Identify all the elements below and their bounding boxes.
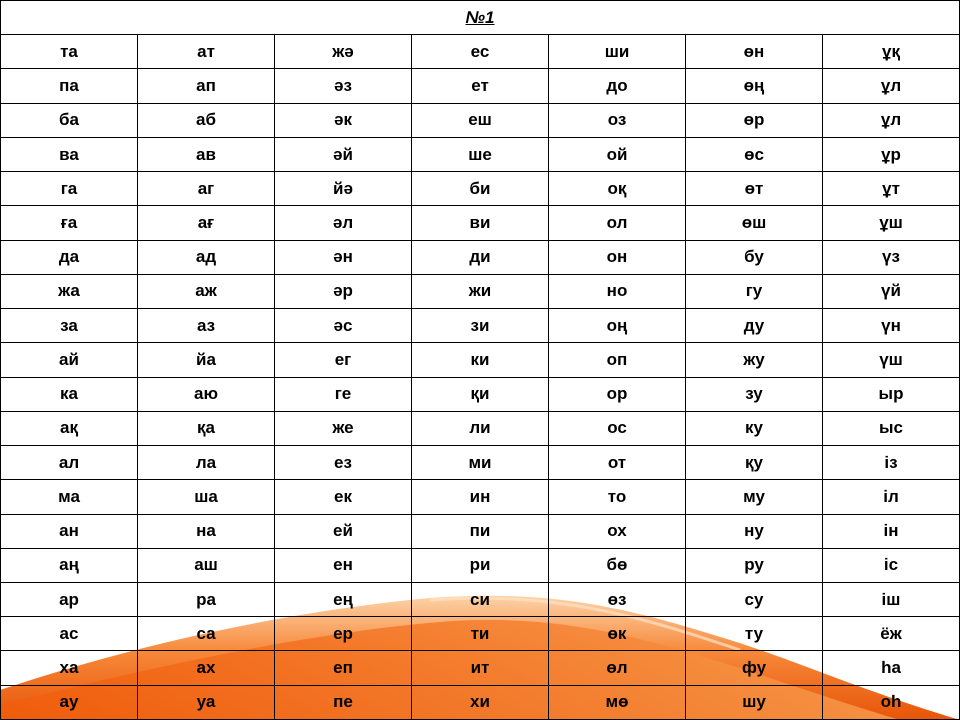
syllable-cell: ет bbox=[412, 69, 549, 103]
syllable-cell: но bbox=[549, 274, 686, 308]
syllable-cell: қа bbox=[138, 411, 275, 445]
syllable-cell: хи bbox=[412, 685, 549, 719]
table-row bbox=[1, 137, 960, 171]
syllable-cell: қу bbox=[686, 446, 823, 480]
syllable-cell: аг bbox=[138, 172, 275, 206]
syllable-cell: ар bbox=[1, 582, 138, 616]
syllable-cell: он bbox=[549, 240, 686, 274]
syllable-cell: шу bbox=[686, 685, 823, 719]
syllable-cell: өт bbox=[686, 172, 823, 206]
syllable-cell: ру bbox=[686, 548, 823, 582]
syllable-cell: зи bbox=[412, 309, 549, 343]
syllable-cell: ға bbox=[1, 206, 138, 240]
syllable-cell: жу bbox=[686, 343, 823, 377]
table-row bbox=[1, 35, 960, 69]
syllable-cell: үз bbox=[823, 240, 960, 274]
syllable-cell: ку bbox=[686, 411, 823, 445]
syllable-cell: ең bbox=[275, 582, 412, 616]
syllable-cell: га bbox=[1, 172, 138, 206]
syllable-cell: еп bbox=[275, 651, 412, 685]
table-title-cell bbox=[1, 1, 960, 35]
syllable-cell: жа bbox=[1, 274, 138, 308]
syllable-cell: су bbox=[686, 582, 823, 616]
syllable-cell: ти bbox=[412, 617, 549, 651]
syllable-cell: ну bbox=[686, 514, 823, 548]
syllable-cell: ыс bbox=[823, 411, 960, 445]
syllable-cell: ей bbox=[275, 514, 412, 548]
syllable-cell: ал bbox=[1, 446, 138, 480]
syllable-cell: йә bbox=[275, 172, 412, 206]
syllable-cell: өш bbox=[686, 206, 823, 240]
syllable-cell: ұл bbox=[823, 103, 960, 137]
table-row bbox=[1, 548, 960, 582]
syllable-cell: ми bbox=[412, 446, 549, 480]
syllable-cell: өл bbox=[549, 651, 686, 685]
syllable-cell: до bbox=[549, 69, 686, 103]
syllable-cell: йа bbox=[138, 343, 275, 377]
syllable-cell: ыр bbox=[823, 377, 960, 411]
syllable-cell: оз bbox=[549, 103, 686, 137]
syllable-cell: ер bbox=[275, 617, 412, 651]
syllable-cell: ұш bbox=[823, 206, 960, 240]
table-row bbox=[1, 206, 960, 240]
syllable-cell: еш bbox=[412, 103, 549, 137]
syllable-cell: ду bbox=[686, 309, 823, 343]
table-row bbox=[1, 103, 960, 137]
syllable-cell: са bbox=[138, 617, 275, 651]
syllable-cell: пи bbox=[412, 514, 549, 548]
syllable-cell: қи bbox=[412, 377, 549, 411]
syllable-cell: оқ bbox=[549, 172, 686, 206]
syllable-cell: өр bbox=[686, 103, 823, 137]
syllable-cell: на bbox=[138, 514, 275, 548]
syllable-cell: үш bbox=[823, 343, 960, 377]
syllable-cell: іл bbox=[823, 480, 960, 514]
syllable-cell: әл bbox=[275, 206, 412, 240]
syllable-cell: ба bbox=[1, 103, 138, 137]
syllable-cell: за bbox=[1, 309, 138, 343]
syllable-cell: ай bbox=[1, 343, 138, 377]
syllable-cell: мө bbox=[549, 685, 686, 719]
table-row bbox=[1, 446, 960, 480]
table-title-row bbox=[1, 1, 960, 35]
syllable-cell: ма bbox=[1, 480, 138, 514]
syllable-cell: ли bbox=[412, 411, 549, 445]
table-row bbox=[1, 309, 960, 343]
syllable-cell: ау bbox=[1, 685, 138, 719]
syllable-cell: ге bbox=[275, 377, 412, 411]
syllable-cell: һа bbox=[823, 651, 960, 685]
table-title: №1 bbox=[465, 7, 495, 27]
syllable-cell: ри bbox=[412, 548, 549, 582]
syllable-cell: ит bbox=[412, 651, 549, 685]
syllable-cell: ақ bbox=[1, 411, 138, 445]
syllable-cell: өк bbox=[549, 617, 686, 651]
syllable-cell: ап bbox=[138, 69, 275, 103]
table-row bbox=[1, 274, 960, 308]
syllable-cell: үн bbox=[823, 309, 960, 343]
syllable-cell: ин bbox=[412, 480, 549, 514]
syllable-cell: өс bbox=[686, 137, 823, 171]
syllable-cell: аю bbox=[138, 377, 275, 411]
table-row bbox=[1, 480, 960, 514]
syllable-cell: же bbox=[275, 411, 412, 445]
syllable-cell: ұқ bbox=[823, 35, 960, 69]
syllable-cell: өн bbox=[686, 35, 823, 69]
syllable-cell: ұт bbox=[823, 172, 960, 206]
syllable-cell: ла bbox=[138, 446, 275, 480]
syllable-cell: аң bbox=[1, 548, 138, 582]
syllable-cell: ка bbox=[1, 377, 138, 411]
table-row bbox=[1, 411, 960, 445]
syllable-cell: аз bbox=[138, 309, 275, 343]
syllable-cell: зу bbox=[686, 377, 823, 411]
syllable-cell: ах bbox=[138, 651, 275, 685]
table-row bbox=[1, 582, 960, 616]
syllable-cell: уа bbox=[138, 685, 275, 719]
syllable-cell: ес bbox=[412, 35, 549, 69]
syllable-cell: өң bbox=[686, 69, 823, 103]
syllable-cell: ой bbox=[549, 137, 686, 171]
syllable-cell: ан bbox=[1, 514, 138, 548]
syllable-cell: үй bbox=[823, 274, 960, 308]
syllable-cell: ёж bbox=[823, 617, 960, 651]
syllable-cell: аш bbox=[138, 548, 275, 582]
table-row bbox=[1, 685, 960, 719]
syllable-cell: то bbox=[549, 480, 686, 514]
syllable-cell: жи bbox=[412, 274, 549, 308]
syllable-cell: ад bbox=[138, 240, 275, 274]
syllable-cell: әс bbox=[275, 309, 412, 343]
syllable-cell: гу bbox=[686, 274, 823, 308]
syllable-cell: аж bbox=[138, 274, 275, 308]
syllable-cell: та bbox=[1, 35, 138, 69]
syllable-cell: әз bbox=[275, 69, 412, 103]
syllable-cell: ва bbox=[1, 137, 138, 171]
syllable-cell: ша bbox=[138, 480, 275, 514]
syllable-cell: фу bbox=[686, 651, 823, 685]
syllable-cell: бу bbox=[686, 240, 823, 274]
syllable-cell: пе bbox=[275, 685, 412, 719]
syllable-cell: өз bbox=[549, 582, 686, 616]
syllable-cell: ат bbox=[138, 35, 275, 69]
syllable-cell: әй bbox=[275, 137, 412, 171]
syllable-cell: ән bbox=[275, 240, 412, 274]
table-row bbox=[1, 343, 960, 377]
syllable-cell: ол bbox=[549, 206, 686, 240]
syllable-cell: би bbox=[412, 172, 549, 206]
table-row bbox=[1, 514, 960, 548]
syllable-cell: от bbox=[549, 446, 686, 480]
syllable-cell: ін bbox=[823, 514, 960, 548]
syllable-cell: ұл bbox=[823, 69, 960, 103]
syllable-cell: ки bbox=[412, 343, 549, 377]
syllable-cell: му bbox=[686, 480, 823, 514]
syllable-cell: әк bbox=[275, 103, 412, 137]
syllable-cell: ез bbox=[275, 446, 412, 480]
table-row bbox=[1, 172, 960, 206]
syllable-cell: ши bbox=[549, 35, 686, 69]
syllable-cell: оң bbox=[549, 309, 686, 343]
syllable-cell: си bbox=[412, 582, 549, 616]
syllable-cell: ту bbox=[686, 617, 823, 651]
syllable-cell: ох bbox=[549, 514, 686, 548]
syllable-cell: ұр bbox=[823, 137, 960, 171]
syllable-cell: іш bbox=[823, 582, 960, 616]
syllable-cell: ше bbox=[412, 137, 549, 171]
table-row bbox=[1, 617, 960, 651]
syllable-cell: ди bbox=[412, 240, 549, 274]
syllable-cell: да bbox=[1, 240, 138, 274]
syllable-cell: жә bbox=[275, 35, 412, 69]
syllable-cell: бө bbox=[549, 548, 686, 582]
syllable-cell: ви bbox=[412, 206, 549, 240]
syllable-cell: ағ bbox=[138, 206, 275, 240]
syllable-cell: ор bbox=[549, 377, 686, 411]
table-row bbox=[1, 240, 960, 274]
syllable-cell: ен bbox=[275, 548, 412, 582]
syllable-cell: ег bbox=[275, 343, 412, 377]
syllable-cell: оп bbox=[549, 343, 686, 377]
syllable-cell: ос bbox=[549, 411, 686, 445]
syllable-cell: ра bbox=[138, 582, 275, 616]
table-row bbox=[1, 651, 960, 685]
syllable-cell: ас bbox=[1, 617, 138, 651]
syllable-cell: аб bbox=[138, 103, 275, 137]
syllable-cell: іс bbox=[823, 548, 960, 582]
syllable-cell: ек bbox=[275, 480, 412, 514]
table-row bbox=[1, 69, 960, 103]
syllable-cell: па bbox=[1, 69, 138, 103]
table-row bbox=[1, 377, 960, 411]
syllable-cell: ха bbox=[1, 651, 138, 685]
syllable-cell: із bbox=[823, 446, 960, 480]
syllable-cell: ав bbox=[138, 137, 275, 171]
syllable-cell: оһ bbox=[823, 685, 960, 719]
syllable-cell: әр bbox=[275, 274, 412, 308]
